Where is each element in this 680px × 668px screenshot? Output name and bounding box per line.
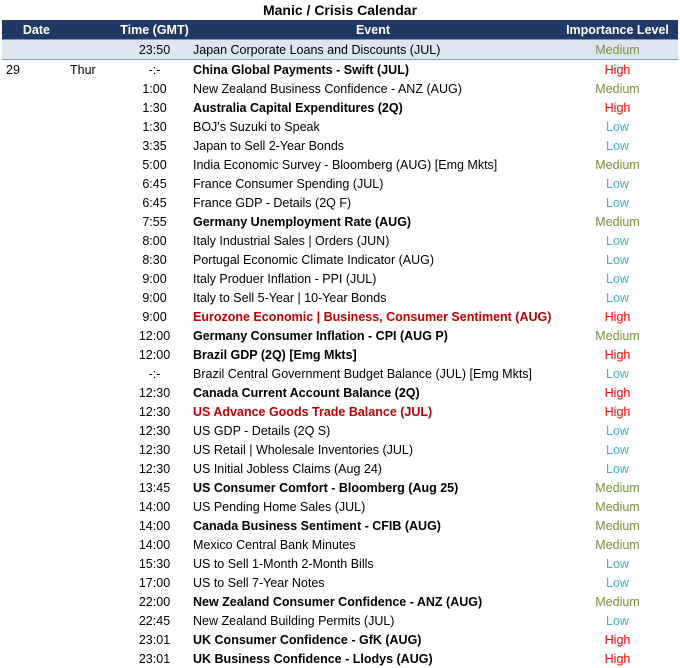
importance-cell: Medium [595, 480, 640, 495]
date-cell [2, 326, 56, 345]
time-cell: 23:50 [120, 40, 189, 60]
table-row [2, 79, 678, 98]
event-cell: US Advance Goods Trade Balance (JUL) [193, 404, 433, 419]
day-cell [56, 649, 120, 668]
header-importance: Importance Level [557, 20, 678, 40]
event-cell: New Zealand Consumer Confidence - ANZ (AUG) [193, 594, 483, 609]
day-cell [56, 231, 120, 250]
table-row [2, 592, 678, 611]
date-cell [2, 459, 56, 478]
importance-cell: High [604, 347, 631, 362]
importance-cell: Low [606, 119, 629, 134]
event-cell: BOJ's Suzuki to Speak [193, 119, 320, 134]
event-cell: New Zealand Business Confidence - ANZ (AUG) [193, 81, 462, 96]
importance-cell: High [604, 385, 631, 400]
day-cell [56, 573, 120, 592]
importance-cell: High [604, 309, 631, 324]
date-cell [2, 592, 56, 611]
importance-cell: Medium [595, 157, 640, 172]
header-row [2, 20, 678, 40]
event-cell: Italy to Sell 5-Year | 10-Year Bonds [193, 290, 387, 305]
day-cell [56, 364, 120, 383]
time-cell: 9:00 [142, 271, 167, 286]
time-cell: 12:30 [138, 442, 171, 457]
table-row [2, 364, 678, 383]
day-cell [56, 383, 120, 402]
table-row [2, 611, 678, 630]
date-cell [2, 79, 56, 98]
day-cell [56, 516, 120, 535]
table-row [2, 212, 678, 231]
date-cell [2, 402, 56, 421]
time-cell: 6:45 [142, 195, 167, 210]
table-row [2, 440, 678, 459]
importance-cell: High [604, 62, 631, 77]
table-row [2, 40, 678, 60]
time-cell: 8:30 [142, 252, 167, 267]
table-row [2, 554, 678, 573]
event-cell: US to Sell 7-Year Notes [193, 575, 325, 590]
date-cell [2, 497, 56, 516]
time-cell: 12:30 [138, 404, 171, 419]
day-cell [56, 592, 120, 611]
date-cell [2, 573, 56, 592]
time-cell: -:- [148, 366, 161, 381]
importance-cell: Low [606, 556, 629, 571]
day-cell [56, 326, 120, 345]
importance-cell: Medium [595, 214, 640, 229]
event-cell: US Initial Jobless Claims (Aug 24) [193, 461, 382, 476]
day-cell [56, 250, 120, 269]
day-cell: Thur [70, 62, 96, 77]
importance-cell: High [604, 100, 631, 115]
day-cell [56, 345, 120, 364]
event-cell: UK Business Confidence - Llodys (AUG) [193, 651, 433, 666]
date-cell [2, 288, 56, 307]
time-cell: 23:01 [138, 632, 171, 647]
event-cell: Germany Unemployment Rate (AUG) [193, 214, 412, 229]
time-cell: 1:30 [142, 100, 167, 115]
event-cell: Germany Consumer Inflation - CPI (AUG P) [193, 328, 448, 343]
event-cell: Canada Current Account Balance (2Q) [193, 385, 420, 400]
date-cell [2, 231, 56, 250]
table-row [2, 421, 678, 440]
table-row [2, 193, 678, 212]
time-cell: 13:45 [138, 480, 171, 495]
importance-cell: Low [606, 138, 629, 153]
event-cell: US Pending Home Sales (JUL) [193, 499, 366, 514]
date-cell [2, 421, 56, 440]
time-cell: 7:55 [142, 214, 167, 229]
time-cell: 8:00 [142, 233, 167, 248]
day-cell [56, 402, 120, 421]
table-row [2, 136, 678, 155]
day-cell [56, 117, 120, 136]
day-cell [56, 269, 120, 288]
importance-cell: Low [606, 252, 629, 267]
day-cell [56, 307, 120, 326]
date-cell [2, 364, 56, 383]
time-cell: 12:30 [138, 461, 171, 476]
header-date: Date [2, 20, 56, 40]
date-cell [2, 136, 56, 155]
event-cell: US GDP - Details (2Q S) [193, 423, 331, 438]
importance-cell: Medium [595, 328, 640, 343]
event-cell: US Retail | Wholesale Inventories (JUL) [193, 442, 413, 457]
table-row [2, 649, 678, 668]
table-row [2, 117, 678, 136]
importance-cell: Low [606, 461, 629, 476]
time-cell: 17:00 [138, 575, 171, 590]
time-cell: 22:00 [138, 594, 171, 609]
day-cell [56, 98, 120, 117]
header-time: Time (GMT) [120, 20, 189, 40]
event-cell: UK Consumer Confidence - GfK (AUG) [193, 632, 422, 647]
event-cell: Brazil GDP (2Q) [Emg Mkts] [193, 347, 357, 362]
date-cell [2, 155, 56, 174]
day-cell [56, 288, 120, 307]
event-cell: Portugal Economic Climate Indicator (AUG) [193, 252, 435, 267]
day-cell [56, 440, 120, 459]
event-cell: Japan to Sell 2-Year Bonds [193, 138, 345, 153]
importance-cell: Low [606, 290, 629, 305]
importance-cell: Low [606, 233, 629, 248]
table-row [2, 383, 678, 402]
date-cell [2, 478, 56, 497]
importance-cell: High [604, 632, 631, 647]
date-cell [2, 649, 56, 668]
importance-cell: High [604, 404, 631, 419]
importance-cell: Low [606, 575, 629, 590]
event-cell: Brazil Central Government Budget Balance (JUL) [Emg Mkts] [193, 366, 533, 381]
event-cell: India Economic Survey - Bloomberg (AUG) [Emg Mkts] [193, 157, 498, 172]
date-cell [2, 535, 56, 554]
date-cell [2, 554, 56, 573]
day-cell [56, 136, 120, 155]
calendar-title: Manic / Crisis Calendar [262, 2, 418, 18]
time-cell: 1:30 [142, 119, 167, 134]
table-row [2, 478, 678, 497]
time-cell: 3:35 [142, 138, 167, 153]
event-cell: Italy Produer Inflation - PPI (JUL) [193, 271, 377, 286]
table-row [2, 174, 678, 193]
day-cell [56, 193, 120, 212]
event-cell: Italy Industrial Sales | Orders (JUN) [193, 233, 390, 248]
date-cell [2, 345, 56, 364]
date-cell [2, 250, 56, 269]
time-cell: 14:00 [138, 537, 171, 552]
table-row [2, 459, 678, 478]
table-row [2, 269, 678, 288]
table-row [2, 402, 678, 421]
time-cell: 12:00 [138, 328, 171, 343]
table-row [2, 326, 678, 345]
day-cell [56, 535, 120, 554]
table-row [2, 573, 678, 592]
importance-cell: Low [606, 366, 629, 381]
importance-cell: Medium [595, 81, 640, 96]
table-row [2, 497, 678, 516]
time-cell: 23:01 [138, 651, 171, 666]
time-cell: 1:00 [142, 81, 167, 96]
date-cell [2, 307, 56, 326]
day-cell [56, 174, 120, 193]
date-cell [2, 630, 56, 649]
table-row [2, 155, 678, 174]
day-cell [56, 497, 120, 516]
time-cell: 12:30 [138, 385, 171, 400]
importance-cell: Low [606, 613, 629, 628]
table-row [2, 516, 678, 535]
time-cell: 9:00 [142, 309, 167, 324]
day-cell [56, 79, 120, 98]
time-cell: 12:30 [138, 423, 171, 438]
day-cell [56, 421, 120, 440]
day-cell [56, 554, 120, 573]
importance-cell: Medium [595, 518, 640, 533]
table-row [2, 250, 678, 269]
importance-cell: Low [606, 423, 629, 438]
importance-cell: Medium [595, 537, 640, 552]
time-cell: 6:45 [142, 176, 167, 191]
day-cell [56, 459, 120, 478]
importance-cell: Low [606, 271, 629, 286]
event-cell: Australia Capital Expenditures (2Q) [193, 100, 403, 115]
time-cell: 14:00 [138, 499, 171, 514]
date-cell [2, 117, 56, 136]
importance-cell: Low [606, 195, 629, 210]
header-day [56, 20, 120, 40]
header-event: Event [189, 20, 557, 40]
date-cell: 29 [6, 62, 20, 77]
time-cell: 15:30 [138, 556, 171, 571]
table-row [2, 288, 678, 307]
table-row [2, 98, 678, 117]
date-cell [2, 212, 56, 231]
day-cell [56, 40, 120, 60]
time-cell: 14:00 [138, 518, 171, 533]
importance-cell: Medium [557, 40, 678, 60]
day-cell [56, 630, 120, 649]
table-row [2, 630, 678, 649]
importance-cell: High [604, 651, 631, 666]
event-cell: Mexico Central Bank Minutes [193, 537, 356, 552]
day-cell [56, 212, 120, 231]
day-cell [56, 478, 120, 497]
event-cell: France GDP - Details (2Q F) [193, 195, 352, 210]
date-cell [2, 193, 56, 212]
date-cell [2, 98, 56, 117]
importance-cell: Medium [595, 594, 640, 609]
table-row [2, 535, 678, 554]
importance-cell: Low [606, 176, 629, 191]
event-cell: China Global Payments - Swift (JUL) [193, 62, 409, 77]
table-row [2, 231, 678, 250]
event-cell: New Zealand Building Permits (JUL) [193, 613, 395, 628]
importance-cell: Low [606, 442, 629, 457]
calendar-table [2, 20, 678, 668]
date-cell [2, 516, 56, 535]
event-cell: US Consumer Comfort - Bloomberg (Aug 25) [193, 480, 459, 495]
event-cell: France Consumer Spending (JUL) [193, 176, 384, 191]
event-cell: Japan Corporate Loans and Discounts (JUL) [189, 40, 557, 60]
table-row [2, 307, 678, 326]
time-cell: 9:00 [142, 290, 167, 305]
event-cell: Canada Business Sentiment - CFIB (AUG) [193, 518, 441, 533]
time-cell: 22:45 [138, 613, 171, 628]
table-row [2, 345, 678, 364]
importance-cell: Medium [595, 499, 640, 514]
date-cell [2, 174, 56, 193]
event-cell: Eurozone Economic | Business, Consumer Sentiment (AUG) [193, 309, 552, 324]
date-cell [2, 40, 56, 60]
table-row [2, 60, 678, 80]
date-cell [2, 440, 56, 459]
time-cell: 5:00 [142, 157, 167, 172]
date-cell [2, 611, 56, 630]
date-cell [2, 269, 56, 288]
day-cell [56, 155, 120, 174]
date-cell [2, 383, 56, 402]
day-cell [56, 611, 120, 630]
event-cell: US to Sell 1-Month 2-Month Bills [193, 556, 374, 571]
time-cell: -:- [148, 62, 161, 77]
time-cell: 12:00 [138, 347, 171, 362]
